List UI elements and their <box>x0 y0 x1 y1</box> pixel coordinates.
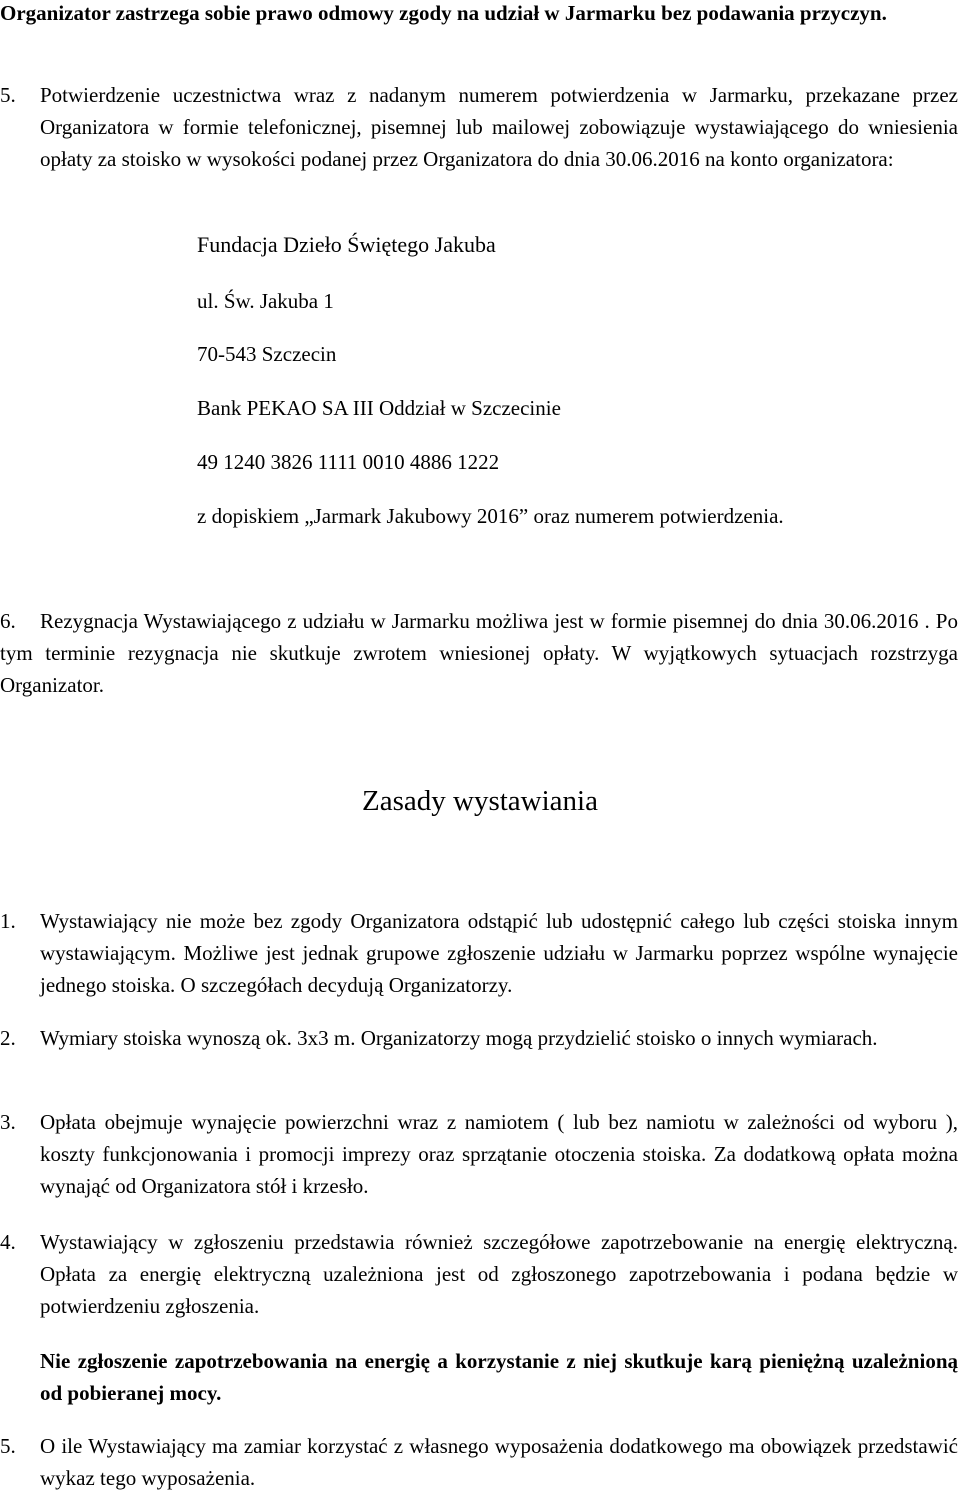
rule-item <box>0 905 958 1001</box>
payment-note: z dopiskiem „Jarmark Jakubowy 2016” oraz numerem potwierdzenia. <box>197 504 784 528</box>
intro-paragraph: Organizator zastrzega sobie prawo odmowy zgody na udział w Jarmarku bez podawania przyczyn. <box>0 1 887 25</box>
section-6 <box>0 605 958 701</box>
rule-number: 1. <box>0 909 16 933</box>
rule-text: Wystawiający nie może bez zgody Organizatora odstąpić lub udostępnić całego lub części stoiska innym wystawiającym. Możliwe jest jednak grupowe zgłoszenie udziału w Jarmarku poprzez wspólne wynajęcie jednego stoiska. O szczegółach decydują Organizatorzy. <box>40 909 958 997</box>
rule-item <box>0 1226 958 1322</box>
rule-item <box>0 1106 958 1202</box>
section-heading: Zasady wystawiania <box>362 785 598 817</box>
payment-bank: Bank PEKAO SA III Oddział w Szczecinie <box>197 396 561 420</box>
rule-number: 3. <box>0 1110 16 1134</box>
rule-text: Wystawiający w zgłoszeniu przedstawia również szczegółowe zapotrzebowanie na energię elektryczną. Opłata za energię elektryczną uzależniona jest od zgłoszonego zapotrzebowania i podana będzie w potwierdzeniu zgłoszenia. <box>40 1230 958 1318</box>
rule-number: 5. <box>0 1434 16 1458</box>
rule-item <box>0 1022 958 1054</box>
rule-4-warning <box>0 1345 958 1409</box>
rule-text: O ile Wystawiający ma zamiar korzystać z własnego wyposażenia dodatkowego ma obowiązek przedstawić wykaz tego wyposażenia. <box>40 1434 958 1490</box>
section-5-number: 5. <box>0 83 16 107</box>
rule-number: 2. <box>0 1026 16 1050</box>
rule-text: Opłata obejmuje wynajęcie powierzchni wraz z namiotem ( lub bez namiotu w zależności od wyboru ), koszty funkcjonowania i promocji imprezy oraz sprzątanie otoczenia stoiska. Za dodatkową opłata można wynająć od Organizatora stół i krzesło. <box>40 1110 958 1198</box>
section-6-text: Rezygnacja Wystawiającego z udziału w Jarmarku możliwa jest w formie pisemnej do dnia 30.06.2016 . Po tym terminie rezygnacja nie skutkuje zwrotem wniesionej opłaty. W wyjątkowych sytuacjach rozstrzyga Organizator. <box>0 609 958 697</box>
section-6-number: 6. <box>0 609 16 633</box>
payment-recipient: Fundacja Dzieło Świętego Jakuba <box>197 232 496 257</box>
payment-account: 49 1240 3826 1111 0010 4886 1222 <box>197 450 500 474</box>
rule-number: 4. <box>0 1230 16 1254</box>
energy-warning-text: Nie zgłoszenie zapotrzebowania na energię a korzystanie z niej skutkuje karą pieniężną uzależnioną od pobieranej mocy. <box>40 1349 958 1405</box>
section-5-text: Potwierdzenie uczestnictwa wraz z nadanym numerem potwierdzenia w Jarmarku, przekazane przez Organizatora w formie telefonicznej, pisemnej lub mailowej zobowiązuje wystawiającego do wniesienia opłaty za stoisko w wysokości podanej przez Organizatora do dnia 30.06.2016 na konto organizatora: <box>40 83 958 171</box>
payment-city: 70-543 Szczecin <box>197 342 337 366</box>
payment-street: ul. Św. Jakuba 1 <box>197 289 334 313</box>
rule-text: Wymiary stoiska wynoszą ok. 3x3 m. Organizatorzy mogą przydzielić stoisko o innych wymiarach. <box>40 1026 878 1050</box>
rule-item <box>0 1430 958 1494</box>
section-5 <box>0 79 958 175</box>
